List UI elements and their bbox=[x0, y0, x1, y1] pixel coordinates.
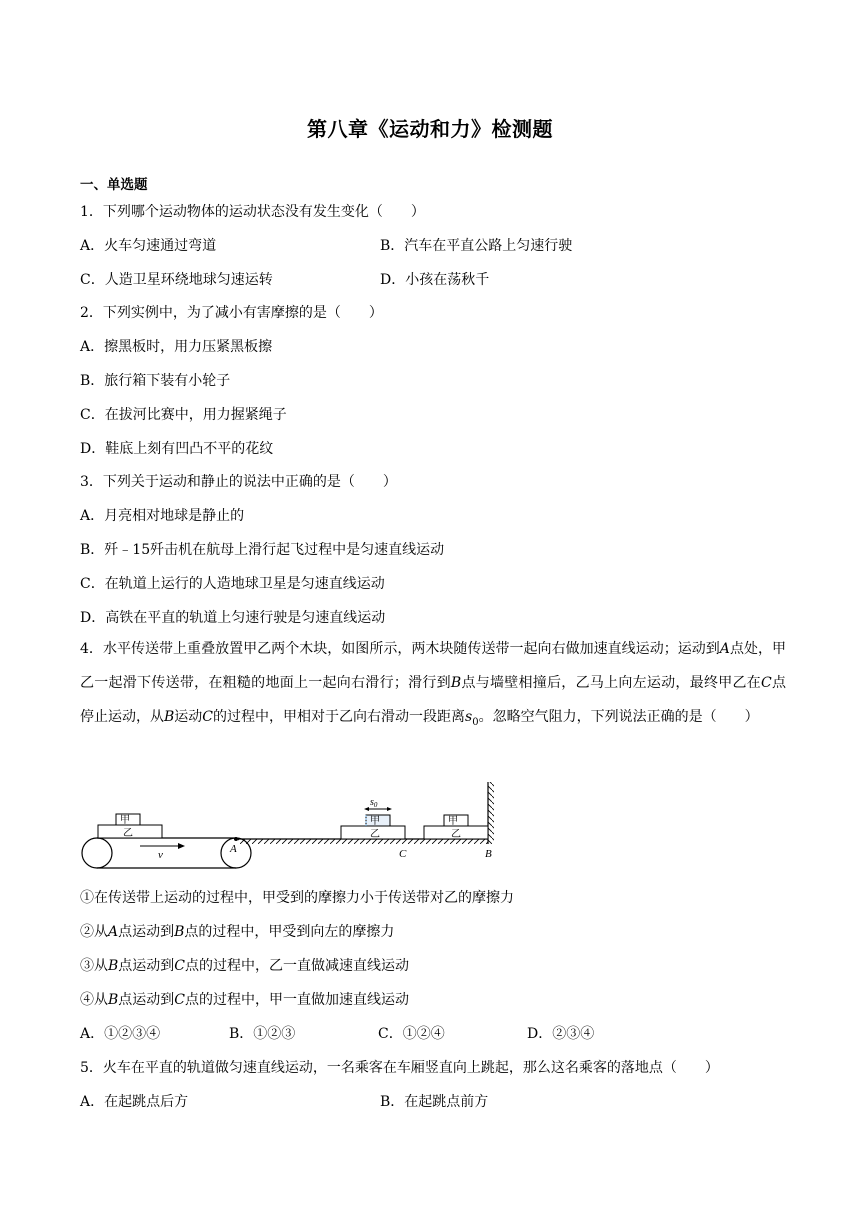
q4-option-a: A．①②③④ bbox=[80, 1026, 161, 1042]
label-jia-at-b: 甲 bbox=[448, 816, 458, 827]
q2-option-a: A．擦黑板时，用力压紧黑板擦 bbox=[80, 339, 273, 355]
q1-option-b: B．汽车在平直公路上匀速行驶 bbox=[380, 238, 573, 254]
q4-option-c: C．①②④ bbox=[378, 1026, 445, 1042]
q3-option-b: B．歼﹣15歼击机在航母上滑行起飞过程中是匀速直线运动 bbox=[80, 542, 445, 558]
q4-statement-4: ④从B点运动到C点的过程中，甲一直做加速直线运动 bbox=[80, 992, 410, 1008]
q2-option-c: C．在拔河比赛中，用力握紧绳子 bbox=[80, 407, 287, 423]
q1-option-d: D．小孩在荡秋千 bbox=[380, 272, 490, 288]
label-point-c: C bbox=[399, 848, 407, 860]
conveyor-diagram bbox=[78, 778, 508, 870]
q1-stem: 1．下列哪个运动物体的运动状态没有发生变化（ ） bbox=[80, 204, 425, 220]
s0-arrow bbox=[364, 807, 392, 811]
label-yi-belt: 乙 bbox=[123, 828, 133, 839]
page-title: 第八章《运动和力》检测题 bbox=[307, 117, 553, 141]
q4-option-d: D．②③④ bbox=[527, 1026, 595, 1042]
label-yi-at-c: 乙 bbox=[370, 829, 380, 840]
label-jia-at-c: 甲 bbox=[370, 816, 380, 827]
q4-statement-3: ③从B点运动到C点的过程中，乙一直做减速直线运动 bbox=[80, 958, 410, 974]
q2-option-b: B．旅行箱下装有小轮子 bbox=[80, 373, 231, 389]
q4-statement-2: ②从A点运动到B点的过程中，甲受到向左的摩擦力 bbox=[80, 924, 395, 940]
label-yi-at-b: 乙 bbox=[451, 829, 461, 840]
q5-stem: 5．火车在平直的轨道做匀速直线运动，一名乘客在车厢竖直向上跳起，那么这名乘客的落地点（ ） bbox=[80, 1060, 719, 1076]
section-heading: 一、单选题 bbox=[80, 177, 148, 193]
q3-stem: 3．下列关于运动和静止的说法中正确的是（ ） bbox=[80, 474, 397, 490]
wall bbox=[488, 782, 494, 844]
q5-option-a: A．在起跳点后方 bbox=[80, 1094, 189, 1110]
velocity-label: v bbox=[158, 849, 163, 861]
point-a-dot bbox=[234, 837, 238, 841]
q4-statement-1: ①在传送带上运动的过程中，甲受到的摩擦力小于传送带对乙的摩擦力 bbox=[80, 890, 514, 906]
q4-option-b: B．①②③ bbox=[229, 1026, 296, 1042]
q3-option-d: D．高铁在平直的轨道上匀速行驶是匀速直线运动 bbox=[80, 610, 386, 626]
q3-option-a: A．月亮相对地球是静止的 bbox=[80, 508, 245, 524]
q2-stem: 2．下列实例中，为了减小有害摩擦的是（ ） bbox=[80, 305, 383, 321]
q1-option-c: C．人造卫星环绕地球匀速运转 bbox=[80, 272, 273, 288]
label-point-a: A bbox=[230, 843, 237, 855]
q2-option-d: D．鞋底上刻有凹凸不平的花纹 bbox=[80, 441, 274, 457]
q4-stem: 4．水平传送带上重叠放置甲乙两个木块，如图所示，两木块随传送带一起向右做加速直线运动；运动到A点处，甲乙一起滑下传送带，在粗糙的地面上一起向右滑行；滑行到B点与墙壁相撞后，乙马上向左运动，最终甲乙在C点停止运动，从B运动C的过程中，甲相对于乙向右滑动一段距离$s_0$。忽略空气阻力，下列说法正确的是（ ） bbox=[80, 641, 787, 728]
q3-option-c: C．在轨道上运行的人造地球卫星是匀速直线运动 bbox=[80, 576, 385, 592]
s0-label: $s_0$ bbox=[370, 797, 378, 809]
q5-option-b: B．在起跳点前方 bbox=[380, 1094, 489, 1110]
q1-option-a: A．火车匀速通过弯道 bbox=[80, 238, 217, 254]
label-point-b: B bbox=[485, 848, 492, 860]
label-jia-belt: 甲 bbox=[120, 815, 130, 826]
conveyor-belt bbox=[82, 838, 251, 868]
